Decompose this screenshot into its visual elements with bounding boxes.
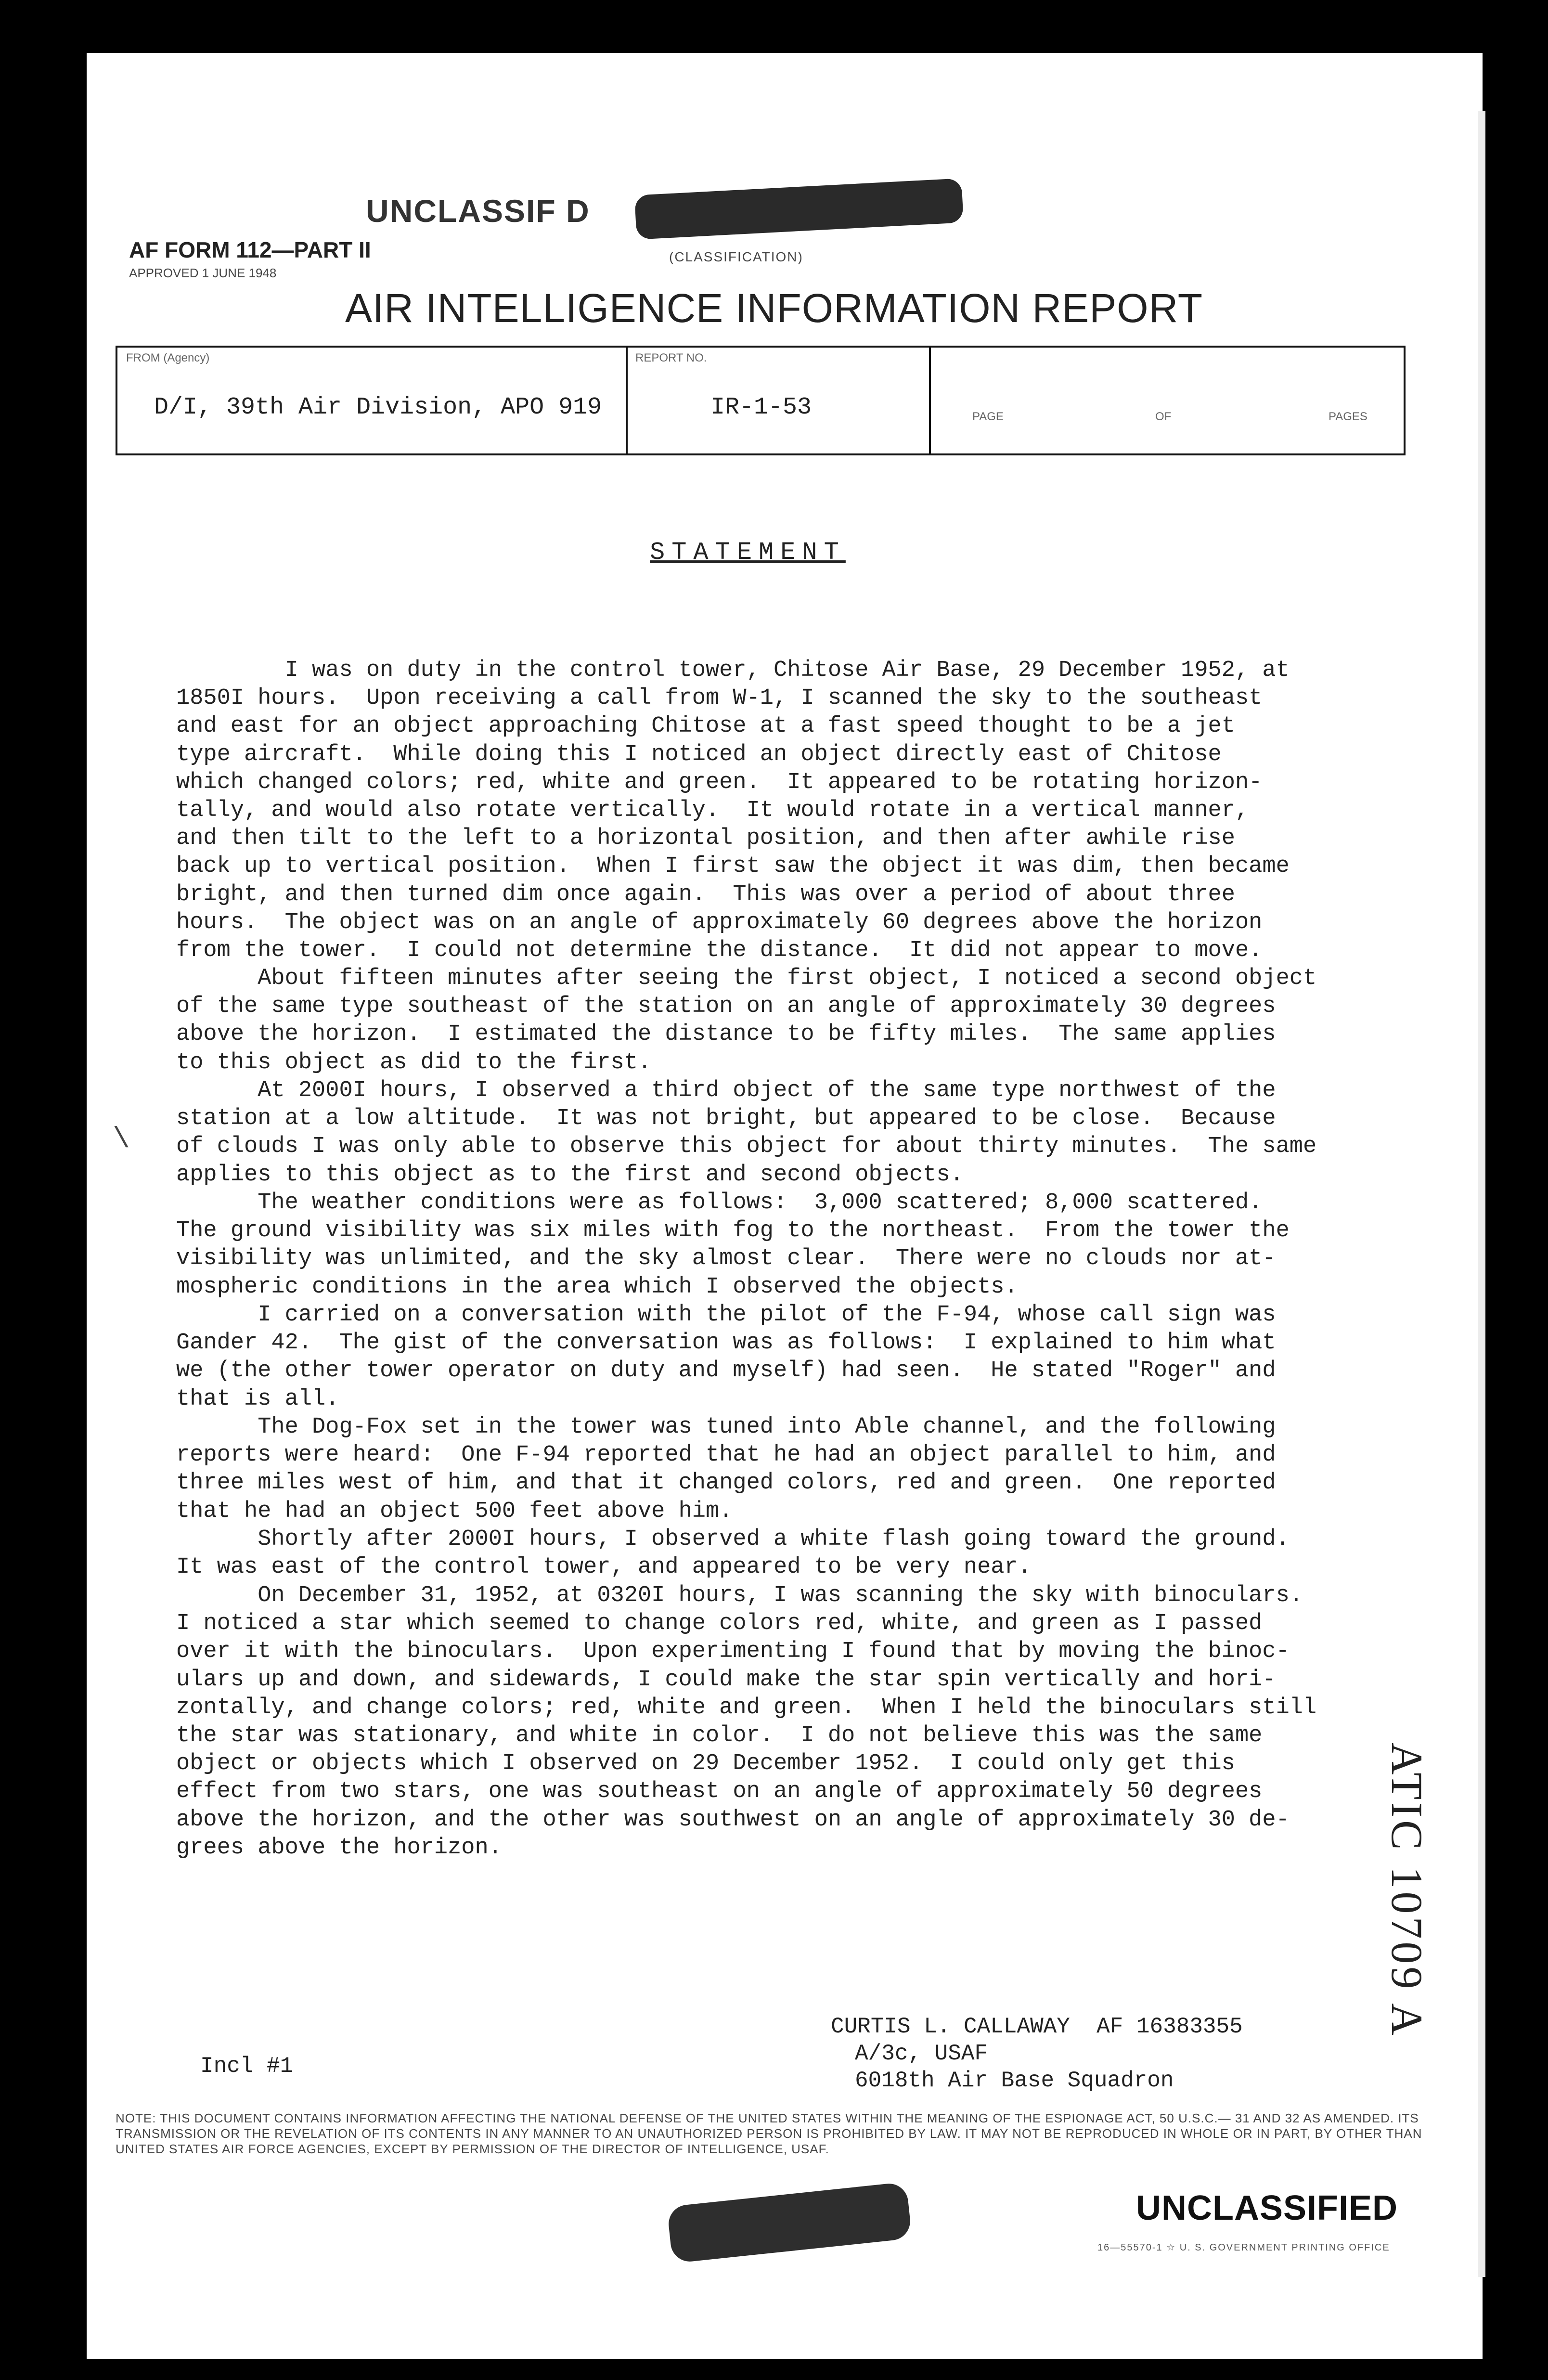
footer-legal-note: NOTE: THIS DOCUMENT CONTAINS INFORMATION AFFECTING THE NATIONAL DEFENSE OF THE UNITED STATES WITHIN THE MEANING OF THE ESPIONAGE ACT, 50 U.S.C.— 31 AND 32 AS AMENDED. ITS TRANSMISSION OR THE REVELATION OF ITS CONTENTS IN ANY MANNER TO AN UNAUTHORIZED PERSON IS PROHIBITED BY LAW. IT MAY NOT BE REPRODUCED IN WHOLE OR IN PART, BY OTHER THAN UNITED STATES AIR FORCE AGENCIES, EXCEPT BY PERMISSION OF THE DIRECTOR OF INTELLIGENCE, USAF.	[116, 2111, 1422, 2156]
report-no-label: REPORT NO.	[635, 351, 707, 364]
from-label: FROM (Agency)	[126, 351, 210, 364]
paragraph-8: On December 31, 1952, at 0320I hours, I was scanning the sky with binoculars. I noticed a star which seemed to change colors red, white, and green as I passed over it with the binoculars. Upon experimenting I found that by moving the binoc- ulars up and down, and sidewards, I could make the star spin vertically and hori- zontally, and change colors; red, white and green. When I held the binoculars still the star was stationary, and white in color. I do not believe this was the same object or objects which I observed on 29 December 1952. I could only get this effect from two stars, one was southeast on an angle of approximately 50 degrees above the horizon, and the other was southwest on an angle of approximately 30 de- grees above the horizon.	[176, 1583, 1317, 1861]
margin-mark: \	[113, 1124, 130, 1156]
signature-rank: A/3c, USAF	[855, 2041, 988, 2066]
statement-title: STATEMENT	[650, 538, 846, 567]
paragraph-3: At 2000I hours, I observed a third object of the same type northwest of the station at a low altitude. It was not bright, but appeared to be close. Because of clouds I was only able to observe this object for about thirty minutes. The same applies to this object as to the first and second objects.	[176, 1078, 1317, 1188]
paragraph-5: I carried on a conversation with the pilot of the F-94, whose call sign was Gander 42. The gist of the conversation was as follows: I explained to him what we (the other tower operator on duty and myself) had seen. He stated "Roger" and that is all.	[176, 1302, 1276, 1412]
paragraph-7: Shortly after 2000I hours, I observed a white flash going toward the ground. It was east of the control tower, and appeared to be very near.	[176, 1526, 1290, 1580]
signature-unit: 6018th Air Base Squadron	[855, 2068, 1174, 2093]
page-label: PAGE	[972, 410, 1004, 423]
scan-edge	[1478, 111, 1485, 2277]
classification-caption: (CLASSIFICATION)	[669, 249, 803, 264]
classification-stamp-top: UNCLASSIF D	[366, 193, 590, 229]
paragraph-6: The Dog-Fox set in the tower was tuned into Able channel, and the following reports were heard: One F-94 reported that he had an object parallel to him, and three miles west of him, and that it changed colors, red and green. One reported that he had an object 500 feet above him.	[176, 1414, 1276, 1524]
classification-stamp-bottom: UNCLASSIFIED	[1136, 2189, 1398, 2227]
from-value: D/I, 39th Air Division, APO 919	[154, 394, 602, 421]
printing-office-line: 16—55570-1 ☆ U. S. GOVERNMENT PRINTING OFFICE	[1097, 2242, 1390, 2253]
header-divider	[626, 346, 628, 455]
paragraph-2: About fifteen minutes after seeing the first object, I noticed a second object of the same type southeast of the station on an angle of approximately 30 degrees above the horizon. I estimated the distance to be fifty miles. The same applies to this object as did to the first.	[176, 966, 1317, 1075]
atic-stamp: ATIC 10709 A	[1382, 1743, 1432, 2038]
report-no-value: IR-1-53	[710, 394, 812, 421]
of-label: OF	[1155, 410, 1172, 423]
paragraph-4: The weather conditions were as follows: 3,000 scattered; 8,000 scattered. The ground visibility was six miles with fog to the northeast. From the tower the visibility was unlimited, and the sky almost clear. There were no clouds nor at- mospheric conditions in the area which I observed the objects.	[176, 1190, 1290, 1300]
inclosure-note: Incl #1	[200, 2054, 294, 2079]
signature-name: CURTIS L. CALLAWAY AF 16383355	[831, 2014, 1243, 2039]
form-approved-date: APPROVED 1 JUNE 1948	[129, 266, 277, 280]
form-number: AF FORM 112—PART II	[129, 237, 371, 262]
paragraph-1: I was on duty in the control tower, Chitose Air Base, 29 December 1952, at 1850I hours. Upon receiving a call from W-1, I scanned the sky to the southeast and east for an object approaching Chitose at a fast speed thought to be a jet type aircraft. While doing this I noticed an object directly east of Chitose which changed colors; red, white and green. It appeared to be rotating horizon- tally, and would also rotate vertically. It would rotate in a vertical manner, and then tilt to the left to a horizontal position, and then after awhile rise back up to vertical position. When I first saw the object it was dim, then became bright, and then turned dim once again. This was over a period of about three hours. The object was on an angle of approximately 60 degrees above the horizon from the tower. I could not determine the distance. It did not appear to move.	[176, 658, 1290, 964]
report-title: AIR INTELLIGENCE INFORMATION REPORT	[345, 285, 1203, 331]
pages-label: PAGES	[1329, 410, 1367, 423]
header-divider	[929, 346, 931, 455]
